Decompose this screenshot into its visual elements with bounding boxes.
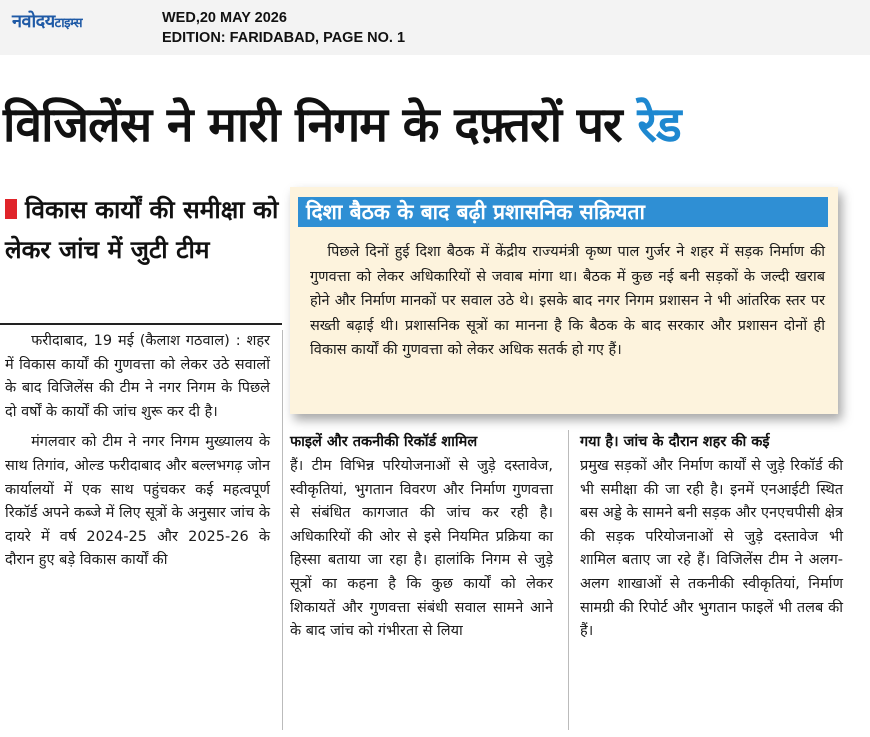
logo-sub: टाइम्स [54,16,82,31]
edition-info [162,8,405,48]
headline-accent: रेड [637,97,681,153]
edition-label: EDITION: FARIDABAD, PAGE NO. 1 [162,30,406,46]
subhead-text: विकास कार्यों की समीक्षा को लेकर जांच में जुटी टीम [5,195,279,264]
red-bullet-icon [5,199,17,219]
box-paragraph: पिछले दिनों हुई दिशा बैठक में केंद्रीय राज्यमंत्री कृष्ण पाल गुर्जर ने शहर में सड़क निर्माण की गुणवत्ता को लेकर अधिकारियों से जवाब मांगा था। बैठक में कुछ नई बनी सड़कों के जल्दी खराब होने और निर्माण मानकों पर सवाल उठे थे। इसके बाद नगर निगम प्रशासन ने भी आंतरिक स्तर पर सख्ती बढ़ाई थी। प्रशासनिक सूत्रों का मानना है कि बैठक के बाद सरकार और प्रशासन दोनों ही विकास कार्यों की गुणवत्ता को लेकर अधिक सतर्क हो गए हैं। [310,244,825,358]
box-body [310,240,825,363]
logo-main: नवोदय [12,11,55,32]
masthead-bar [0,0,870,55]
column-divider [568,430,569,730]
box-title: दिशा बैठक के बाद बढ़ी प्रशासनिक सक्रियता [298,197,828,227]
paragraph: मंगलवार को टीम ने नगर निगम मुख्यालय के साथ तिगांव, ओल्ड फरीदाबाद और बल्लभगढ़ जोन कार्यालयों में एक साथ पहुंचकर कई महत्वपूर्ण रिकॉर्ड अपने कब्जे में लिए सूत्रों के अनुसार जांच के दायरे में वर्ष 2024-25 और 2025-26 के दौरान हुए बड़े विकास कार्यों की [5,434,270,569]
article-column-1 [5,330,270,573]
newspaper-logo [12,9,82,33]
column-divider [282,330,283,730]
sidebar-box [290,187,838,414]
paragraph: फरीदाबाद, 19 मई (कैलाश गठवाल) : शहर में विकास कार्यों की गुणवत्ता को लेकर उठे सवालों के बाद विजिलेंस की टीम ने नगर निगम के पिछले दो वर्षों के कार्यों की जांच शुरू कर दी है। [5,333,270,420]
article-subhead [5,190,280,270]
column-3-heading: गया है। जांच के दौरान शहर की कई [580,434,770,450]
subhead-divider [0,323,282,325]
headline-main: विजिलेंस ने मारी निगम के दफ़्तरों पर [3,97,622,153]
article-headline [3,95,869,155]
article-column-2: हैं। टीम विभिन्न परियोजनाओं से जुड़े दस्तावेज, स्वीकृतियां, भुगतान विवरण और निर्माण गुणवत्ता से संबंधित कागजात की जांच कर रही है। अधिकारियों की ओर से इसे नियमित प्रक्रिया का हिस्सा बताया जा रहा है। हालांकि निगम से जुड़े सूत्रों का कहना है कि कुछ कार्यों को लेकर शिकायतें और गुणवत्ता संबंधी सवाल सामने आने के बाद जांच को गंभीरता से लिया [290,458,553,640]
issue-date: WED,20 MAY 2026 [162,10,287,26]
article-column-3: प्रमुख सड़कों और निर्माण कार्यों से जुड़े रिकॉर्ड की भी समीक्षा की जा रही है। इनमें एनआईटी स्थित बस अड्डे के सामने बनी सड़क और एनएचपीसी क्षेत्र की सड़क परियोजनाओं से जुड़े दस्तावेज भी शामिल बताए जा रहे हैं। विजिलेंस टीम ने अलग-अलग शाखाओं से तकनीकी स्वीकृतियां, निर्माण सामग्री की रिपोर्ट और भुगतान फाइलें भी तलब की हैं। [580,458,843,640]
column-2-heading: फाइलें और तकनीकी रिकॉर्ड शामिल [290,434,478,450]
